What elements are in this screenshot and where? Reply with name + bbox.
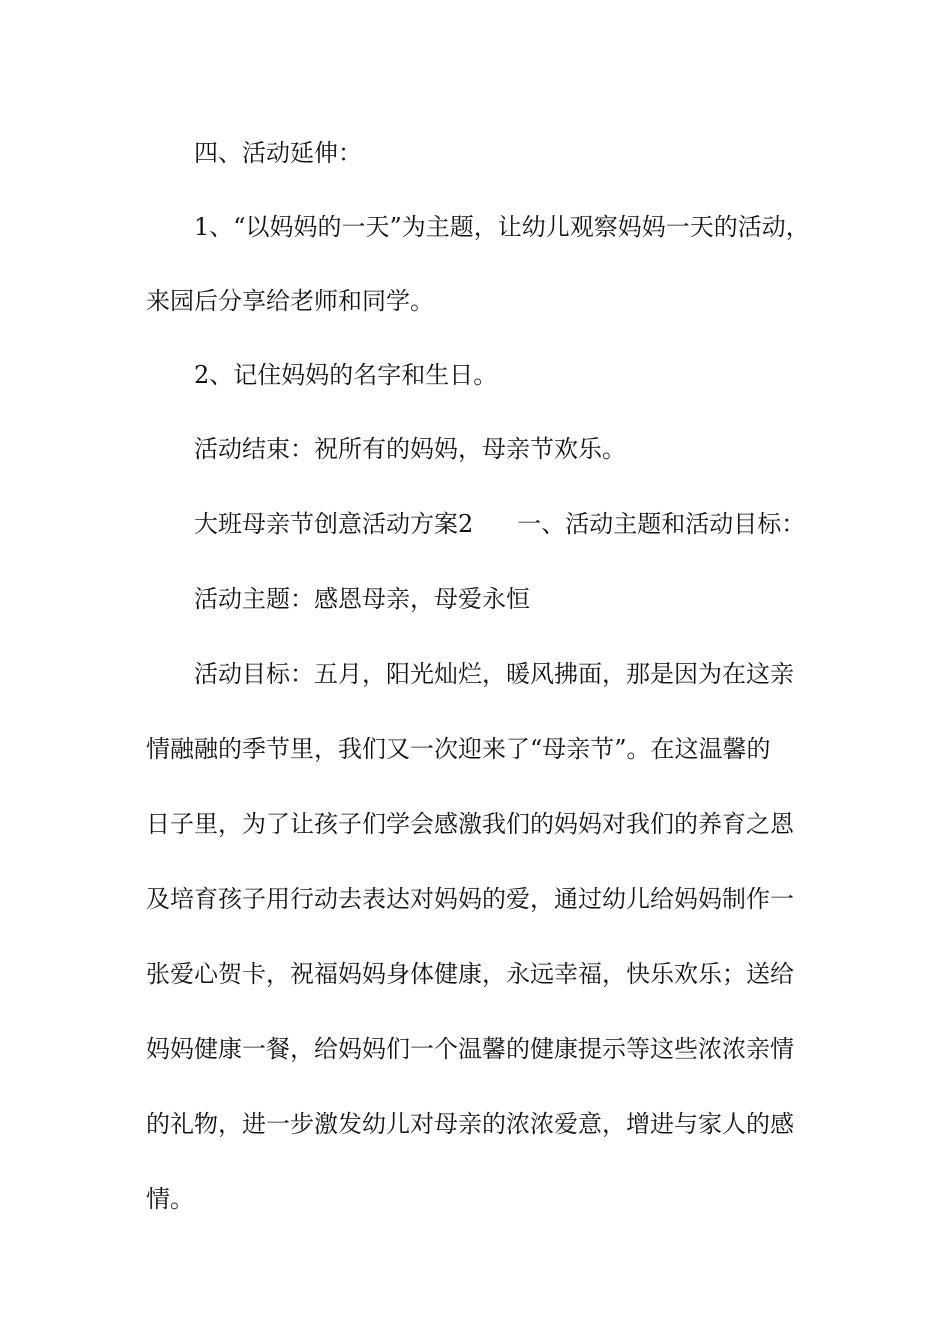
plan-title: 大班母亲节创意活动方案2 [194, 510, 474, 538]
paragraph-line: 活动目标：五月，阳光灿烂，暖风拂面，那是因为在这亲 [194, 660, 794, 688]
paragraph-line: 情融融的季节里，我们又一次迎来了“母亲节”。在这温馨的 [146, 735, 771, 763]
plan-title-line [194, 509, 826, 539]
paragraph-line: 情。 [146, 1185, 194, 1213]
section-heading-goals: 一、活动主题和活动目标： [517, 510, 806, 538]
paragraph-line: 活动结束：祝所有的妈妈，母亲节欢乐。 [194, 435, 626, 463]
paragraph-line: 2、记住妈妈的名字和生日。 [194, 361, 498, 389]
paragraph-line: 来园后分享给老师和同学。 [146, 287, 434, 315]
paragraph-line: 的礼物，进一步激发幼儿对母亲的浓浓爱意，增进与家人的感 [146, 1110, 794, 1138]
paragraph-line: 日子里，为了让孩子们学会感激我们的妈妈对我们的养育之恩 [146, 810, 794, 838]
paragraph-line: 1、“以妈妈的一天”为主题，让幼儿观察妈妈一天的活动， [194, 213, 810, 241]
paragraph-line: 及培育孩子用行动去表达对妈妈的爱，通过幼儿给妈妈制作一 [146, 885, 794, 913]
section-heading-extension: 四、活动延伸： [194, 139, 362, 167]
paragraph-line: 妈妈健康一餐，给妈妈们一个温馨的健康提示等这些浓浓亲情 [146, 1035, 794, 1063]
paragraph-line: 活动主题：感恩母亲，母爱永恒 [194, 585, 530, 613]
paragraph-line: 张爱心贺卡，祝福妈妈身体健康，永远幸福，快乐欢乐；送给 [146, 960, 794, 988]
